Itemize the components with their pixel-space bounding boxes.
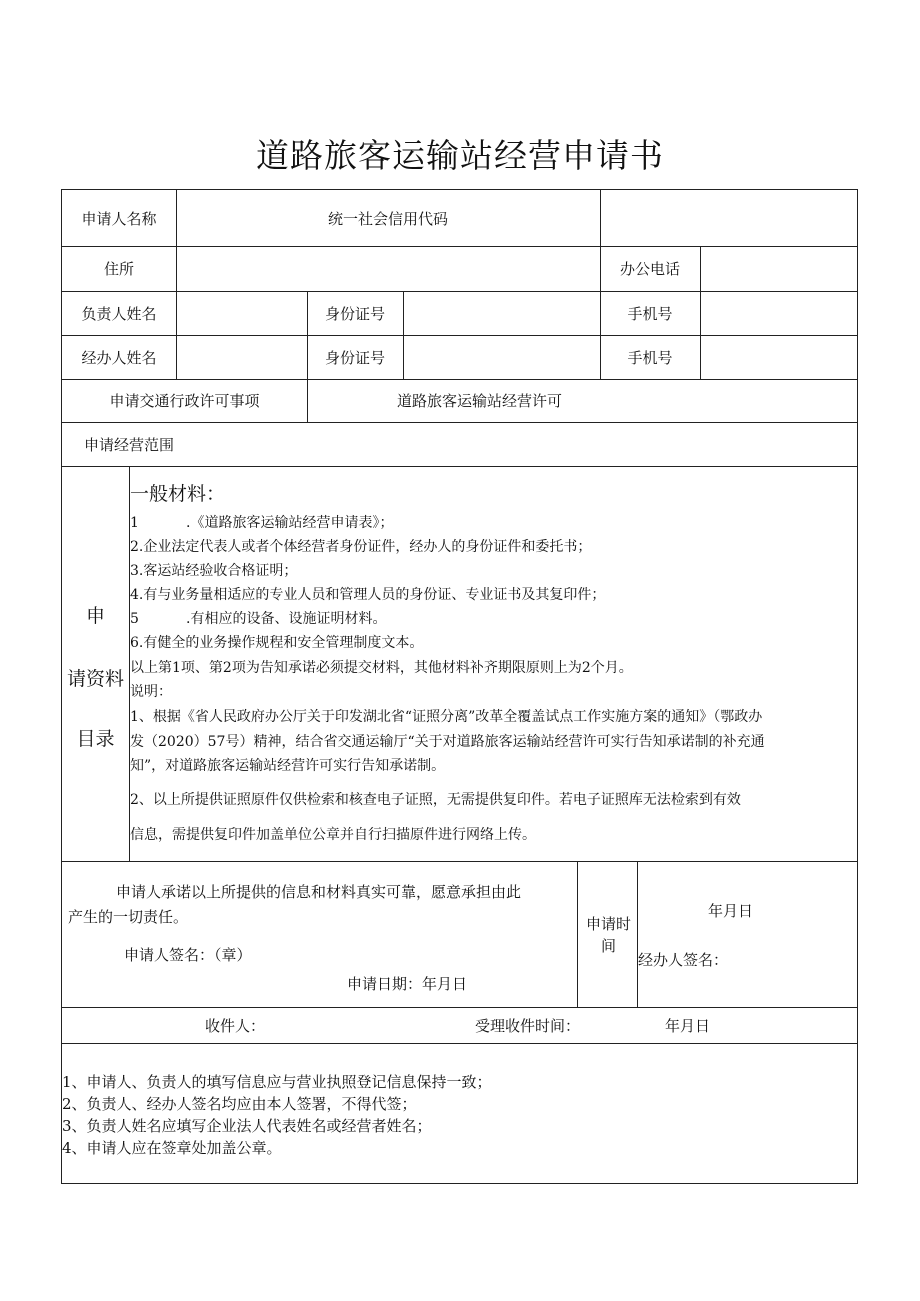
- materials-section-label-2: 请资料: [66, 668, 124, 690]
- id-number-label: 身份证号: [324, 304, 385, 323]
- office-phone-label: 办公电话: [619, 260, 680, 278]
- note-item: 1、申请人、负责人的填写信息应与营业执照登记信息保持一致；: [62, 1073, 492, 1091]
- receive-time-label: 受理收件时间：: [475, 1016, 581, 1035]
- handler-mobile-field[interactable]: [700, 335, 859, 379]
- explain-label: 说明：: [130, 684, 172, 700]
- applicant-signature-label: 申请人签名：（章）: [124, 946, 252, 964]
- explain-2-line: 2、以上所提供证照原件仅供检索和核查电子证照，无需提供复印件。若电子证照库无法检索到有效: [130, 792, 741, 808]
- deadline-note: 以上第1项、第2项为告知承诺必须提交材料，其他材料补齐期限原则上为2个月。: [130, 660, 633, 676]
- principal-name-label: 负责人姓名: [81, 304, 157, 323]
- credit-code-field[interactable]: [600, 190, 859, 246]
- license-item-value: 道路旅客运输站经营许可: [397, 392, 563, 410]
- material-item: 6.有健全的业务操作规程和安全管理制度文本。: [130, 635, 424, 651]
- note-item: 2、负责人、经办人签名均应由本人签署，不得代签；: [62, 1095, 417, 1113]
- principal-mobile-field[interactable]: [700, 291, 859, 335]
- business-scope-field[interactable]: [202, 422, 852, 466]
- license-item-label: 申请交通行政许可事项: [109, 392, 260, 410]
- credit-code-label: 统一社会信用代码: [327, 209, 448, 228]
- mobile-label: 手机号: [627, 348, 673, 367]
- materials-section-label-1: 申: [85, 605, 105, 627]
- id-number-label: 身份证号: [324, 348, 385, 367]
- address-field[interactable]: [176, 246, 600, 291]
- business-scope-label: 申请经营范围: [84, 435, 175, 454]
- mobile-label: 手机号: [627, 304, 673, 323]
- address-label: 住所: [103, 260, 134, 278]
- apply-date-label: 申请日期：年月日: [347, 975, 468, 993]
- material-item-number: 1: [130, 515, 139, 531]
- handler-name-field[interactable]: [176, 335, 307, 379]
- material-item: .《道路旅客运输站经营申请表》；: [186, 515, 394, 531]
- material-item: 3.客运站经验收合格证明；: [130, 563, 298, 579]
- material-item-number: 5: [130, 611, 139, 627]
- receive-time-ymd: 年月日: [665, 1016, 711, 1035]
- principal-id-field[interactable]: [403, 291, 600, 335]
- receiver-label: 收件人：: [205, 1016, 266, 1035]
- handler-name-label: 经办人姓名: [81, 348, 157, 367]
- explain-1-line: 发（2020）57号）精神，结合省交通运输厅“关于对道路旅客运输站经营许可实行告知承诺制的补充通: [130, 734, 765, 750]
- declaration-text-line2: 产生的一切责任。: [68, 908, 189, 926]
- material-item: .有相应的设备、设施证明材料。: [186, 611, 387, 627]
- explain-2-line: 信息，需提供复印件加盖单位公章并自行扫描原件进行网络上传。: [130, 827, 536, 843]
- explain-1-line: 知”，对道路旅客运输站经营许可实行告知承诺制。: [130, 758, 446, 774]
- page-title: 道路旅客运输站经营申请书: [256, 136, 664, 175]
- apply-time-ymd: 年月日: [708, 902, 754, 920]
- materials-heading: 一般材料：: [130, 483, 226, 505]
- material-item: 4.有与业务量相适应的专业人员和管理人员的身份证、专业证书及其复印件；: [130, 587, 606, 603]
- apply-time-label-2: 间: [600, 937, 616, 955]
- application-form: [61, 189, 858, 1184]
- note-item: 3、负责人姓名应填写企业法人代表姓名或经营者姓名；: [62, 1117, 432, 1135]
- handler-signature-label: 经办人签名：: [638, 951, 729, 969]
- explain-1-line: 1、根据《省人民政府办公厅关于印发湖北省“证照分离”改革全覆盖试点工作实施方案的通知》（鄂政办: [130, 709, 763, 725]
- note-item: 4、申请人应在签章处加盖公章。: [62, 1139, 282, 1157]
- applicant-name-label: 申请人名称: [81, 209, 157, 228]
- material-item: 2.企业法定代表人或者个体经营者身份证件，经办人的身份证件和委托书；: [130, 539, 592, 555]
- office-phone-field[interactable]: [700, 246, 859, 291]
- apply-time-label: 申请时: [585, 915, 631, 933]
- handler-id-field[interactable]: [403, 335, 600, 379]
- materials-section-label-3: 目录: [76, 728, 115, 750]
- principal-name-field[interactable]: [176, 291, 307, 335]
- declaration-text-line1: 申请人承诺以上所提供的信息和材料真实可靠，愿意承担由此: [116, 883, 522, 901]
